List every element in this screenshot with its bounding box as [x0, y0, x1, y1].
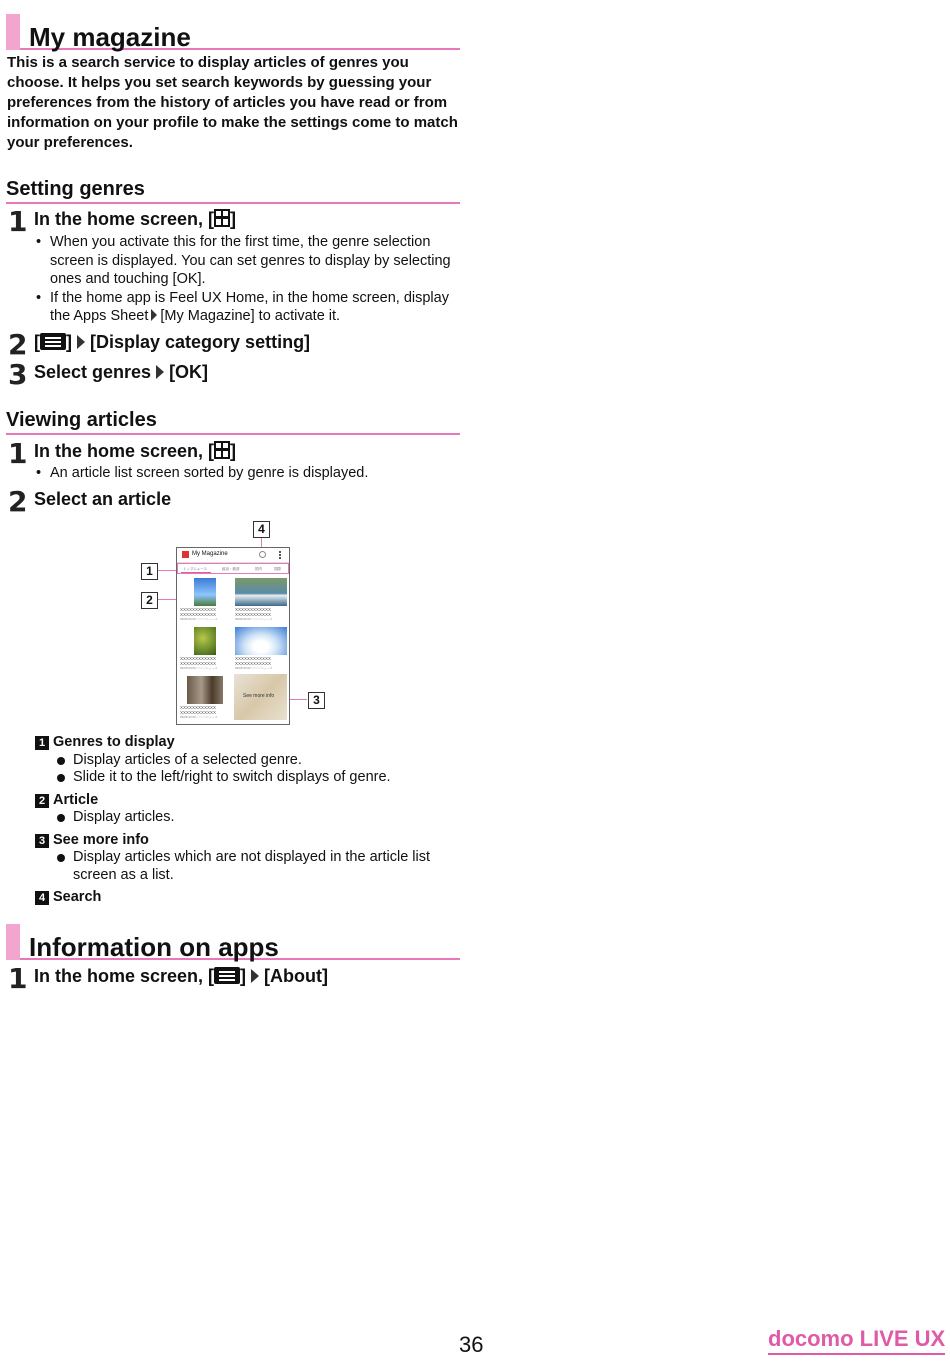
bullet-text: [My Magazine] to activate it. — [160, 308, 341, 324]
step-text-about: [About] — [264, 966, 329, 986]
step-number: 2 — [8, 485, 28, 518]
article-card[interactable] — [179, 576, 231, 622]
arrow-right-icon — [156, 365, 164, 379]
step-text-part: In the home screen, [ — [34, 966, 215, 986]
article-meta: 09/08 00:00 ○○○○○ニュース — [235, 666, 273, 670]
article-image — [235, 578, 287, 606]
step-text — [34, 362, 208, 383]
heading-accent-bar — [6, 14, 20, 50]
callout-bullet: Display articles which are not displayed in the article list screen as a list. — [35, 849, 460, 884]
article-title: XXXXXXXXXXXX — [235, 612, 272, 617]
article-card[interactable] — [234, 625, 287, 671]
article-image — [194, 627, 216, 655]
heading-information-on-apps — [6, 922, 460, 960]
heading-accent-bar — [6, 924, 20, 960]
bullet-item: • When you activate this for the first time, the genre selection screen is displayed. You can set genres to display by selecting ones and touching [OK]. — [36, 233, 456, 289]
label-3: 3 — [308, 692, 325, 709]
brand-logo: docomo LIVE UX — [768, 1326, 945, 1355]
step-number: 1 — [8, 962, 28, 995]
app-header — [177, 548, 289, 563]
bullet-item — [36, 289, 456, 326]
callout-heading — [35, 734, 460, 752]
article-title: XXXXXXXXXXXX — [180, 710, 217, 715]
article-grid — [179, 576, 287, 722]
app-title: My Magazine — [192, 551, 228, 557]
callout-badge: 3 — [35, 834, 49, 848]
heading-my-magazine — [6, 12, 460, 50]
article-title: XXXXXXXXXXXX — [180, 705, 217, 710]
callout-title: Article — [53, 791, 99, 808]
step-text-close: ] — [230, 441, 237, 461]
step-1-bullets — [36, 233, 456, 326]
step-1-information — [8, 964, 460, 994]
arrow-right-icon — [151, 309, 157, 321]
label-1: 1 — [141, 563, 158, 580]
step-text-close: ] — [240, 966, 247, 986]
article-meta: 09/08 00:00 ○○○○○ニュース — [180, 666, 218, 670]
heading-setting-genres — [6, 176, 460, 204]
tab-genre[interactable]: トップニュース — [183, 567, 208, 571]
step-text: Select an article — [34, 489, 172, 509]
menu-icon — [214, 967, 240, 984]
page-number: 36 — [459, 1332, 484, 1357]
step-text-close: ] — [230, 209, 237, 229]
bullet-item: • An article list screen sorted by genre is displayed. — [36, 464, 456, 483]
see-more-card[interactable] — [234, 674, 287, 720]
intro-paragraph: This is a search service to display articles of genres you choose. It helps you set search keywords by guessing your preferences from the history of articles you have read or from information on your profile to make the settings come to match your preferences. — [7, 54, 458, 151]
step-text-part: [Display category setting] — [90, 332, 311, 352]
article-title: XXXXXXXXXXXX — [235, 607, 272, 612]
callout-badge: 1 — [35, 736, 49, 750]
callout-heading — [35, 889, 460, 907]
heading-text: Setting genres — [6, 178, 145, 200]
phone-screenshot-figure — [135, 518, 335, 730]
article-image — [194, 578, 216, 606]
article-title: XXXXXXXXXXXX — [180, 612, 217, 617]
step-2-viewing — [8, 487, 460, 517]
heading-viewing-articles — [6, 407, 460, 435]
callout-line — [156, 570, 178, 571]
callout-descriptions — [35, 734, 460, 907]
heading-text: Information on apps — [29, 932, 279, 962]
article-image — [187, 676, 223, 704]
article-title: XXXXXXXXXXXX — [235, 656, 272, 661]
step-text-ok: [OK] — [169, 362, 209, 382]
step-text-open: [ — [34, 332, 40, 352]
article-title: XXXXXXXXXXXX — [180, 661, 217, 666]
callout-bullet: Display articles of a selected genre. — [35, 752, 460, 770]
tab-genre[interactable]: 国内 — [255, 567, 262, 571]
apps-grid-icon — [214, 441, 230, 459]
tab-genre[interactable]: 政治・経済 — [222, 567, 240, 571]
step-number: 1 — [8, 437, 28, 470]
article-title: XXXXXXXXXXXX — [180, 607, 217, 612]
tab-genre[interactable]: 国際 — [274, 567, 281, 571]
bullet-text: If the home app is Feel UX Home, in the home screen, display the Apps Sheet — [50, 289, 449, 324]
callout-title: Genres to display — [53, 734, 175, 750]
article-image — [235, 627, 287, 655]
step-number: 3 — [8, 358, 28, 391]
step-2-setting — [8, 330, 460, 360]
article-title: XXXXXXXXXXXX — [180, 656, 217, 661]
callout-badge: 4 — [35, 891, 49, 905]
step-text — [34, 966, 328, 987]
callout-badge: 2 — [35, 794, 49, 808]
article-meta: 09/08 00:00 ○○○○○ニュース — [235, 617, 273, 621]
genre-tabs[interactable] — [177, 563, 289, 574]
article-meta: 09/08 00:00 ○○○○○ニュース — [180, 715, 218, 719]
app-logo-icon — [182, 551, 189, 558]
search-icon[interactable] — [259, 551, 266, 558]
step-text-part: Select genres — [34, 362, 152, 382]
article-meta: 09/08 00:00 ○○○○○ニュース — [180, 617, 218, 621]
step-3-setting — [8, 360, 460, 390]
callout-heading — [35, 832, 460, 850]
article-card[interactable] — [234, 576, 287, 622]
label-2: 2 — [141, 592, 158, 609]
phone-screen — [176, 547, 290, 725]
step-1-bullets — [36, 464, 456, 483]
callout-title: Search — [53, 889, 102, 905]
step-text — [34, 332, 310, 353]
article-title: XXXXXXXXXXXX — [235, 661, 272, 666]
callout-title: See more info — [53, 831, 149, 848]
overflow-menu-icon[interactable] — [279, 551, 281, 559]
step-text — [34, 441, 236, 462]
arrow-right-icon — [77, 335, 85, 349]
article-card[interactable] — [179, 674, 231, 722]
step-text-part: In the home screen, [ — [34, 209, 215, 229]
arrow-right-icon — [251, 969, 259, 983]
callout-bullet: Display articles. — [35, 809, 460, 827]
step-number: 1 — [8, 205, 28, 238]
callout-bullet: Slide it to the left/right to switch displays of genre. — [35, 769, 460, 787]
see-more-label: See more info — [243, 693, 275, 699]
apps-grid-icon — [214, 209, 230, 227]
step-text-part: In the home screen, [ — [34, 441, 215, 461]
step-text-close: ] — [66, 332, 72, 352]
label-4: 4 — [253, 521, 270, 538]
step-text — [34, 209, 236, 230]
callout-heading — [35, 792, 460, 810]
heading-text: My magazine — [29, 22, 191, 52]
tab-active-indicator — [181, 572, 211, 573]
step-number: 2 — [8, 328, 28, 361]
article-card[interactable] — [179, 625, 231, 671]
heading-text: Viewing articles — [6, 409, 157, 431]
menu-icon — [40, 333, 66, 350]
